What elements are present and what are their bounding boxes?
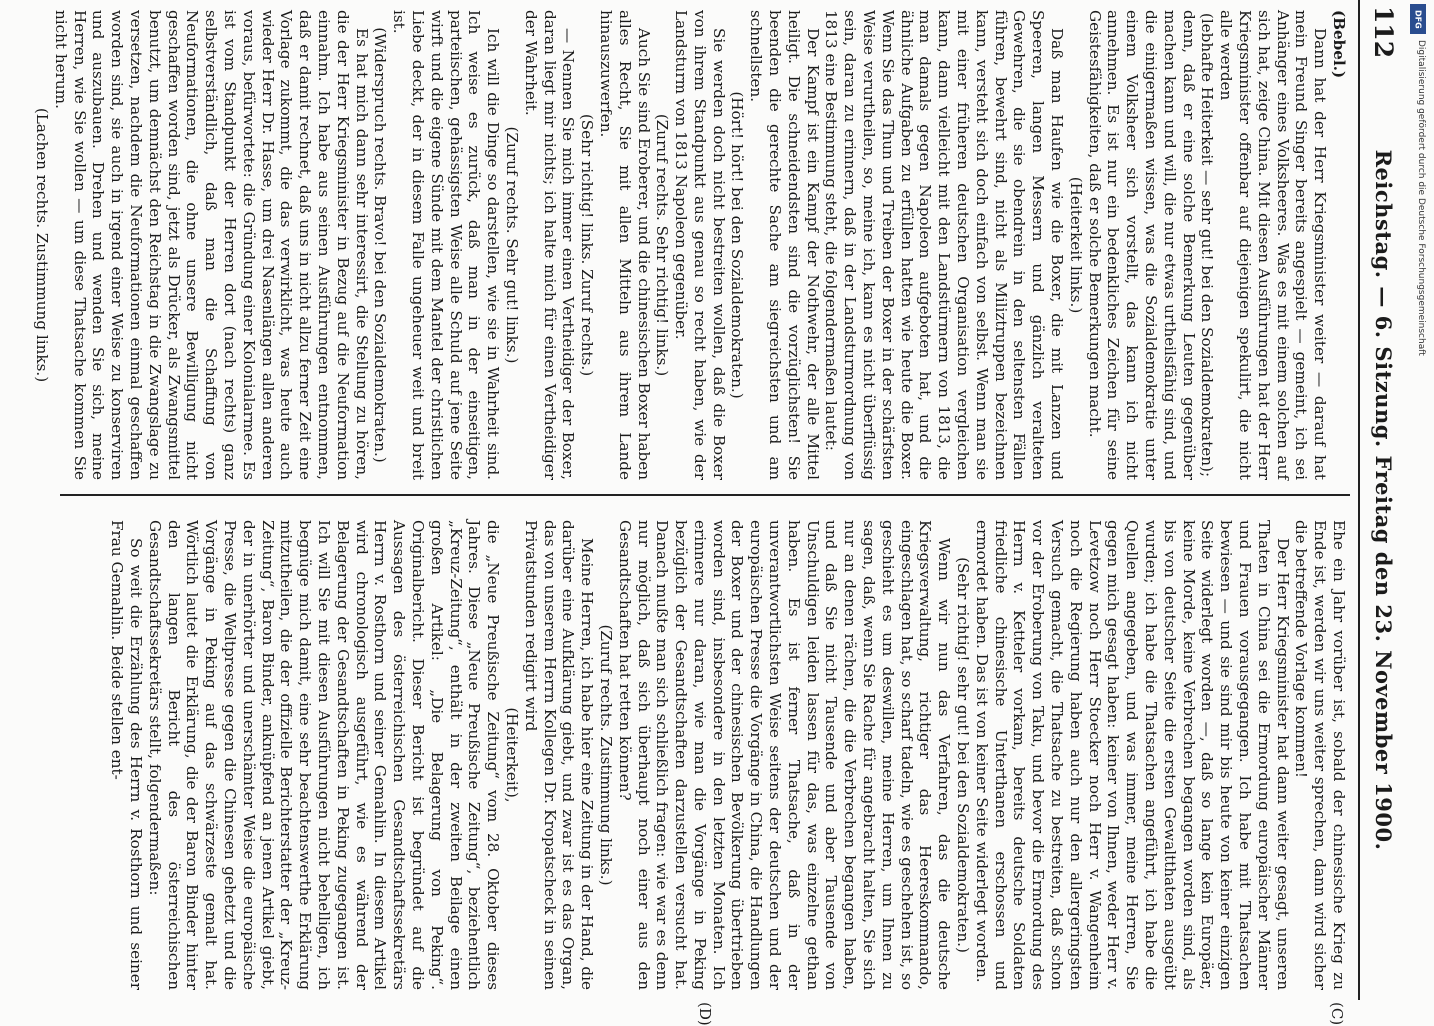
page-header [1358,0,1404,1000]
paragraph: So weit die Erzählung des Herrn v. Rosthorn und seiner Frau Gemahlin. Beide stellen ent- [108,520,145,990]
interjection: (Zuruf rechts. Sehr gut! links.) [502,126,521,364]
dfg-logo: DFG [1410,4,1426,34]
left-column [33,10,1348,480]
column-divider [60,494,1350,496]
paragraph: die „Neue Preußische Zeitung“ vom 28. Oktober dieses Jahres. Diese „Neue Preußische Zeitung“, beziehentlich „Kreuz-Zeitung“, enthält in der zweiten Beilage einen großen Artikel: „Die Belagerung von Peking“. Originalbericht. Dieser Bericht ist begründet auf die Aussagen des österreichischen Gesandtschaftssekretärs Herrn v. Rosthorn und seiner Gemahlin. In diesem Artikel wird chronologisch ausgeführt, wie es während der Belagerung der Gesandtschaften in Peking zugegangen ist. Ich will Sie mit diesen Ausführungen nicht behelligen, ich begnüge mich damit, eine sehr beachtenswerthe Erklärung mitzutheilen, die der offizielle Berichterstatter der „Kreuz-Zeitung“, Baron Binder, anknüpfend an jenen Artikel giebt, der in unerhörter und unerschämter Weise die europäische Presse, die Weltpresse gegen die Chinesen gehetzt und die Vorgänge in Peking auf das schwärzeste gemalt hat. Wörtlich lautet die Erklärung, die der Baron Binder hinter den langen Bericht des österreichischen Gesandtschaftssekretärs stellt, folgendermaßen: [145,520,503,990]
interjection: (Sehr richtig! links. Zuruf rechts.) [578,113,597,377]
margin-marker-c: (C) [1328,1002,1346,1026]
paragraph: Der Herr Kriegsminister hat dann weiter gesagt, unseren Thaten in China sei die Ermordung europäischer Männer und Frauen vorausgegangen. Ich habe mit Thatsachen bewiesen — und sie sind mir bis heute von keiner einzigen Seite widerlegt worden —, daß so lange kein Europäer, keine Morde, keine Verbrechen begangen worden sind, als bis von deutscher Seite die ersten Gewaltthaten ausgeübt wurden; ich habe die Thatsachen angeführt, ich habe die Quellen angegeben, und was immer, meine Herren, Sie gegen mich gesagt haben: keiner von Ihnen, weder Herr v. Levetzow noch Herr Stoecker noch Herr v. Wangenheim noch die Regierung haben auch nur den allergeringsten Versuch gemacht, die Thatsache zu bestreiten, daß schon vor der Eroberung von Taku, und bevor die Ermordung des Herrn v. Ketteler vorkam, bereits deutsche Soldaten friedliche chinesische Unterthanen erschossen und ermordet haben. Das ist von keiner Seite widerlegt worden. [972,520,1292,990]
paragraph: — Nennen Sie mich immer einen Vertheidiger der Boxer, daran liegt mir nichts; ich halte mich für einen Vertheidiger der Wahrheit. [521,10,578,480]
paragraph: Sie werden doch nicht bestreiten wollen, daß die Boxer von ihrem Standpunkt aus genau so recht haben, wie der Landsturm von 1813 Napoleon gegenüber. [672,10,728,480]
interjection: (Sehr richtig! sehr gut! bei den Sozialdemokraten.) [954,557,973,953]
interjection: (Lachen rechts. Zustimmung links.) [33,107,52,383]
interjection: (Zuruf rechts. Zustimmung links.) [596,624,615,886]
paragraph: Meine Herren, ich habe hier eine Zeitung in der Hand, die darüber eine Aufklärung giebt, und zwar ist es das Organ, das von unserem Herrn Kollegen Dr. Kropatscheck in seinen Privatstunden redigirt wird [521,520,597,990]
paragraph: Auch Sie sind Eroberer, und die chinesischen Boxer haben alles Recht, Sie mit allen Mitteln aus ihrem Lande hinauszuwerfen. [596,10,653,480]
speaker-label: (Bebel.) [1330,10,1348,79]
interjection: (Heiterkeit links.) [1066,176,1085,314]
interjection: (Zuruf rechts. Sehr richtig! links.) [653,113,672,377]
digitization-note [1408,0,1426,1000]
page-number: 112 [1369,6,1398,59]
paragraph: Daß man Haufen wie die Boxer, die mit Lanzen und Speeren, langen Messern und gänzlich veralteten Gewehren, die sie obendrein in den seltensten Fällen führen, bewehrt sind, nicht als Miliztruppen bezeichnen kann, versteht sich doch einfach von selbst. Wenn man sie mit einer früheren deutschen Organisation vergleichen kann, dann vielleicht mit den Landstürmern von 1813, die man damals gegen Napoleon aufgeboten hat, und die ähnliche Aufgaben zu erfüllen hatten wie heute die Boxer. Wenn Sie das Thun und Treiben der Boxer in der schärfsten Weise verurtheilen, so, meine ich, kann es nicht überflüssig sein, daran zu erinnern, daß in der Landsturmordnung von 1813 eine Bestimmung steht, die folgendermaßen lautet: [822,10,1067,480]
paragraph: Ich will die Dinge so darstellen, wie sie in Wahrheit sind. Ich weise es zurück, daß man in der einseitigen, parteiischen, gehässigsten Weise alle Schuld auf jene Seite wirft und die eigene Sünde mit dem Mantel der christlichen Liebe deckt, der in diesem Falle ungeheuer weit und breit ist. [390,10,503,480]
interjection: (Heiterkeit), [502,707,521,803]
interjection: (Widerspruch rechts. Bravo! bei den Sozialdemokraten.) [371,27,390,463]
quotation: Der Kampf ist ein Kampf der Nothwehr, der alle Mittel heiligt. Die schneidendsten sind die vorzüglichsten! Sie beenden die gerechte Sache am siegreichsten und am schnellsten. [747,10,822,480]
paragraph: Ehe ein Jahr vorüber ist, sobald der chinesische Krieg zu Ende ist, werden wir uns weiter sprechen, dann wird sicher die betreffende Vorlage kommen! [1292,520,1348,990]
margin-marker-d: (D) [696,1002,714,1026]
paragraph: denn, daß er eine solche Bemerkung Leuten gegenüber machen kann und will, die nur etwas urtheilsfähig sind, und die einigermaßen wissen, was die Sozialdemokratie unter einem Volksheer sich vorstellt, das kann ich nicht annehmen. Es ist nur ein bedenkliches Zeichen für seine Geistesfähigkeiten, daß er solche Bemerkungen macht. [1085,10,1198,480]
digitization-note-text: Digitalisierung gefördert durch die Deutsche Forschungsgemeinschaft [1416,40,1426,356]
paragraph: Dann hat der Herr Kriegsminister weiter — darauf hat mein Freund Singer bereits angespielt — gemeint, ich sei Anhänger eines Volksheeres. Was es mit einem solchen auf sich hat, zeige China. Mit diesen Ausführungen hat der Herr Kriegsminister offenbar auf diejenigen spekulirt, die nicht alle werden [1217,10,1330,480]
right-column [63,520,1348,990]
interjection: (Hört! hört! bei den Sozialdemokraten.) [728,91,747,399]
paragraph: Wenn wir nun das Verfahren, das die deutsche Kriegsverwaltung, richtiger das Heereskommando, eingeschlagen hat, so scharf tadeln, wie es geschehen ist, so geschieht es um deswillen, meine Herren, um Ihnen zu sagen, daß, wenn Sie Rache für angebracht halten, Sie sich nur an denen rächen, die die Verbrechen begangen haben, und daß Sie nicht Tausende und aber Tausende von Unschuldigen leiden lassen für das, was einzelne gethan haben. Es ist ferner Thatsache, daß in der unverantwortlichsten Weise seitens der deutschen und der europäischen Presse die Vorgänge in China, die Handlungen der Boxer und der chinesischen Bevölkerung übertrieben worden sind, insbesondere in den letzten Monaten. Ich erinnere nur daran, wie man die Vorgänge in Peking bezüglich der Gesandtschaften darzustellen versucht hat. Danach mußte man sich schließlich fragen: wie war es denn nur möglich, daß sich überhaupt noch einer aus den Gesandtschaften hat retten können? [615,520,954,990]
page-title: Reichstag. — 6. Sitzung. Freitag den 23. November 1900. [1371,149,1396,851]
paragraph: Es hat mich dann sehr interessirt, die Stellung zu hören, die der Herr Kriegsminister in Bezug auf die Neuformation einnahm. Ich habe aus seinen Ausführungen entnommen, daß er damit rechnet, daß uns in nicht allzu ferner Zeit eine Vorlage zukommt, die das verwirklicht, was heute auch wieder Herr Dr. Hasse, um drei Nasenlängen allen anderen voraus, befürwortete: die Gründung einer Kolonialarmee. Es ist vom Standpunkt der Herren dort (nach rechts) ganz selbstverständlich, daß man die Schaffung von Neuformationen, die ohne unsere Bewilligung nicht geschaffen worden sind, jetzt als Drücker, als Zwangsmittel benutzt, um demnächst den Reichstag in die Zwangslage zu versetzen, nachdem die Neuformationen einmal geschaffen worden sind, sie auch in irgend einer Weise zu konserviren und auszubauen. Drehen und wenden Sie sich, meine Herren, wie Sie wollen — um diese Thatsache kommen Sie nicht herum. [51,10,371,480]
rotated-page [33,0,1404,1026]
interjection: (lebhafte Heiterkeit — sehr gut! bei den Sozialdemokraten); [1198,12,1217,478]
